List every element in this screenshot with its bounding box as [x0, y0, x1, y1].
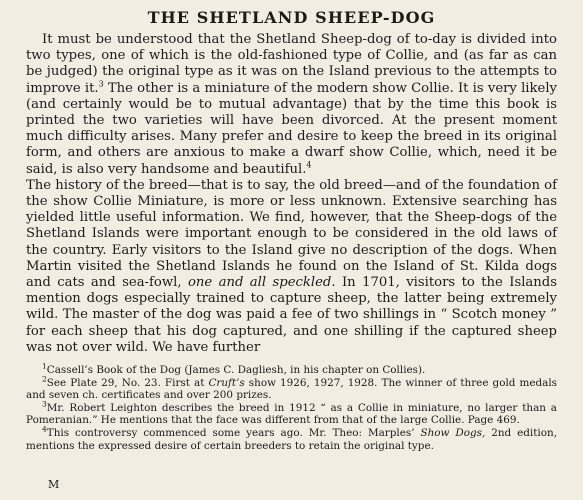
footnote-2-italic: Cruft’s	[208, 376, 245, 389]
footnote-4	[26, 424, 558, 452]
paragraph-1	[26, 32, 557, 178]
paragraph-2	[26, 178, 557, 356]
footnote-reference-4: 4	[306, 160, 312, 170]
footnote-3	[26, 399, 557, 427]
footnote-3-text: Mr. Robert Leighton describes the breed in 1912 “ as a Collie in miniature, no larger than a Pomeranian.” He mentions that the face was different from that of the large Collie. Page 469.	[26, 401, 557, 427]
signature-mark: M	[48, 478, 60, 491]
paragraph-1-text-a: It must be understood that the Shetland Sheep-dog of to-day is divided into two types, one of which is the old-fashioned type of Collie, and (as far as can be judged) the original type as it was on the Island previous to the attempts to improve it.	[26, 32, 557, 96]
paragraph-2-italic: one and all speckled	[187, 275, 332, 291]
footnote-4-text-a: This controversy commenced some years ago. Mr. Theo: Marples’	[46, 427, 421, 440]
paragraph-2-text-a: The history of the breed—that is to say, the old breed—and of the foundation of the show Collie Miniature, is more or less unknown. Extensive searching has yielded little useful information. We find, however, that the Sheep-dogs of the Shetland Islands were important enough to be considered in the old laws of the country. Early visitors to the Island give no description of the dogs. When Martin visited the Shetland Islands he found on the Island of St. Kilda dogs and cats and sea-fowl,	[26, 177, 557, 291]
footnote-1-text: Cassell’s Book of the Dog (James C. Dagliesh, in his chapter on Collies).	[46, 364, 426, 377]
main-text	[26, 32, 557, 356]
paragraph-1-text-b: The other is a miniature of the modern show Collie. It is very likely (and certainly would be to mutual advantage) that by the time this book is printed the two varieties will have been divorced. At the present moment much difficulty arises. Many prefer and desire to keep the breed in its original form, and others are anxious to make a dwarf show Collie, which, need it be said, is also very handsome and beautiful.	[26, 80, 557, 177]
footnote-2-text-a: See Plate 29, No. 23. First at	[46, 376, 209, 389]
footnote-4-mark: 4	[42, 424, 47, 434]
footnote-1-mark: 1	[42, 361, 47, 371]
footnote-4-italic: Show Dogs,	[420, 427, 486, 440]
footnotes	[26, 361, 558, 452]
footnote-4-text-b: 2nd edition, mentions the expressed desire of certain breeders to retain the original type.	[26, 427, 558, 452]
footnote-2-mark: 2	[42, 374, 47, 384]
paragraph-2-text-b: . In 1701, visitors to the Islands mention dogs especially trained to capture sheep, the latter being extremely wild. The master of the dog was paid a fee of two shillings in “ Scotch money ” for each sheep that his dog captured, and one shilling if the captured sheep was not over wild. We have further	[26, 275, 558, 355]
footnote-1	[26, 361, 557, 377]
footnote-3-mark: 3	[42, 399, 47, 409]
page-title: THE SHETLAND SHEEP-DOG	[147, 8, 436, 27]
footnote-2-text-b: show 1926, 1927, 1928. The winner of three gold medals and seven ch. certificates and over 200 prizes.	[26, 376, 557, 402]
footnote-2	[26, 374, 557, 402]
footnote-reference-3: 3	[98, 79, 104, 89]
